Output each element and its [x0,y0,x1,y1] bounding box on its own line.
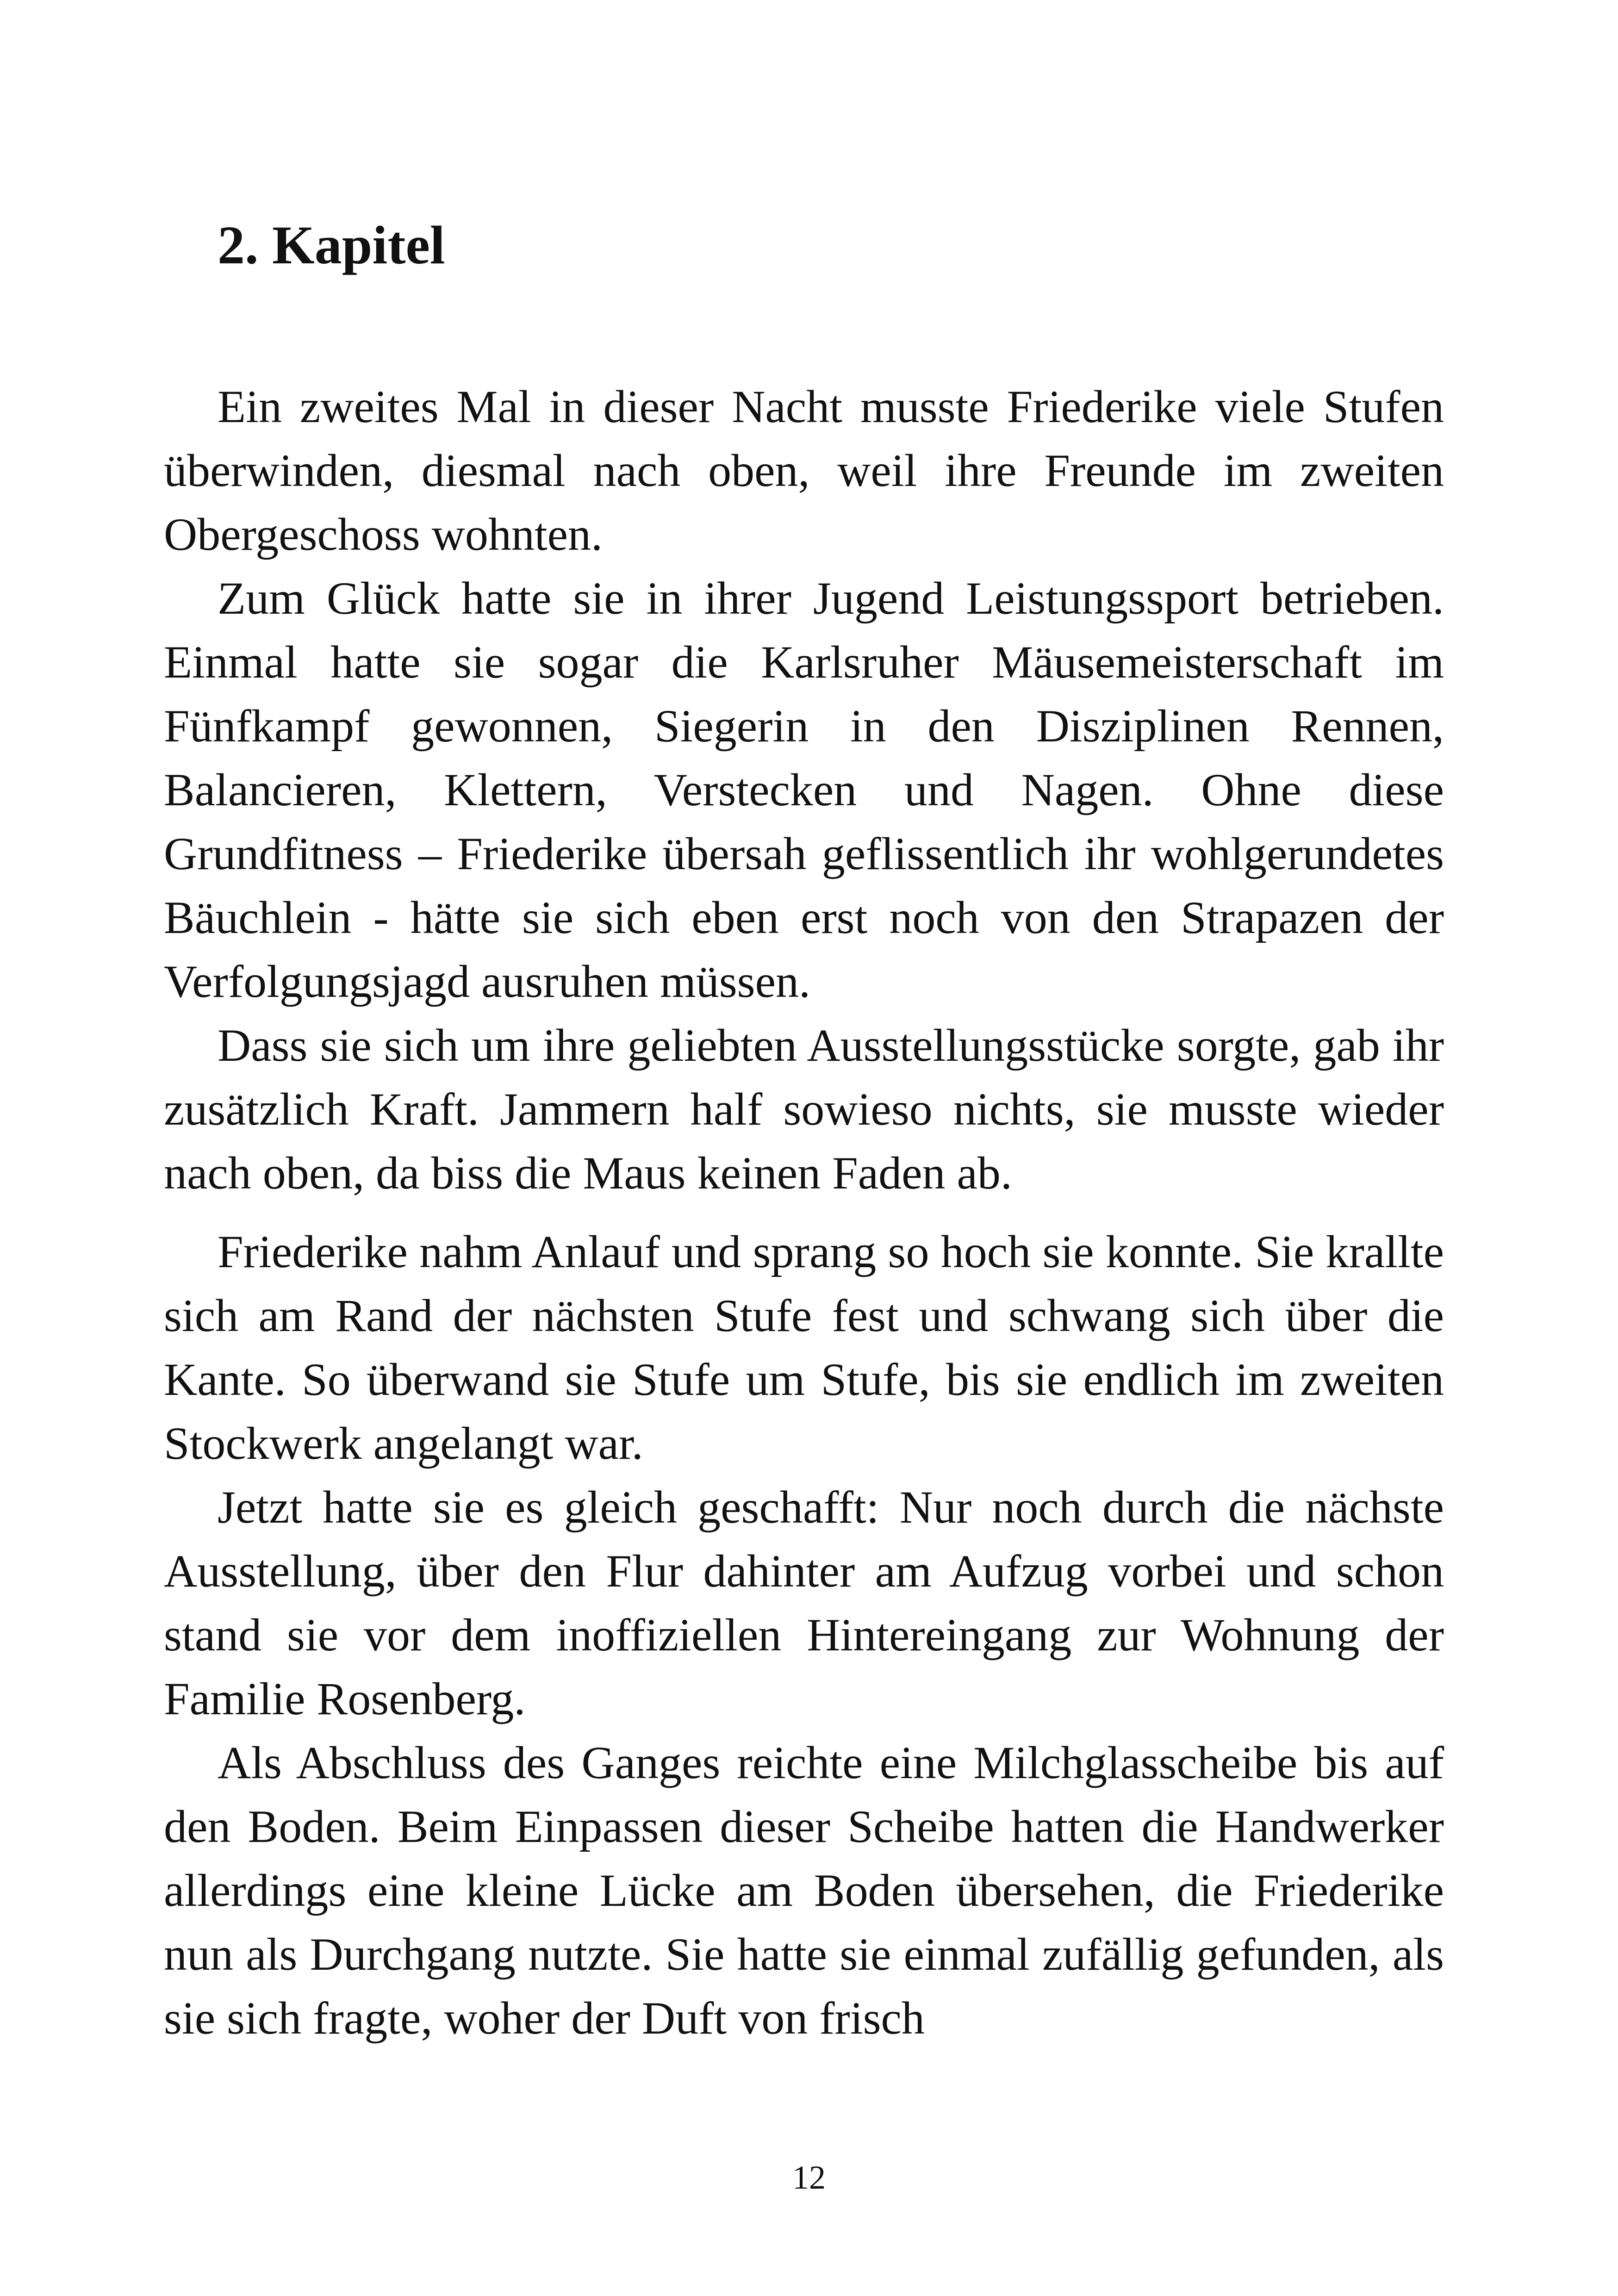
paragraph-6: Als Abschluss des Ganges reichte eine Milchglasscheibe bis auf den Boden. Beim Einpassen dieser Scheibe hatten die Handwerker allerdings eine kleine Lücke am Boden übersehen, die Friederike nun als Durchgang nutzte. Sie hatte sie einmal zufällig gefunden, als sie sich fragte, woher der Duft von frisch [164,1737,1444,2044]
chapter-title: 2. Kapitel [218,215,445,275]
paragraph-4: Friederike nahm Anlauf und sprang so hoch sie konnte. Sie krallte sich am Rand der nächsten Stufe fest und schwang sich über die Kante. So überwand sie Stufe um Stufe, bis sie endlich im zweiten Stockwerk angelangt war. [164,1226,1444,1469]
paragraph-2: Zum Glück hatte sie in ihrer Jugend Leistungssport betrieben. Einmal hatte sie sogar die Karlsruher Mäusemeisterschaft im Fünfkampf gewonnen, Siegerin in den Disziplinen Rennen, Balancieren, Klettern, Verstecken und Nagen. Ohne diese Grundfitness – Friederike übersah geflissentlich ihr wohlgerundetes Bäuchlein - hätte sie sich eben erst noch von den Strapazen der Verfolgungsjagd ausruhen müssen. [164,572,1444,1007]
page-number: 12 [792,2159,826,2196]
paragraph-5: Jetzt hatte sie es gleich geschafft: Nur noch durch die nächste Ausstellung, über den Flur dahinter am Aufzug vorbei und schon stand sie vor dem inoffiziellen Hintereingang zur Wohnung der Familie Rosenberg. [164,1481,1444,1724]
chapter-body [164,375,1444,2050]
paragraph-1: Ein zweites Mal in dieser Nacht musste Friederike viele Stufen überwinden, diesmal nach oben, weil ihre Freunde im zweiten Obergeschoss wohnten. [164,381,1444,560]
paragraph-3: Dass sie sich um ihre geliebten Ausstellungsstücke sorgte, gab ihr zusätzlich Kraft. Jammern half sowieso nichts, sie musste wieder nach oben, da biss die Maus keinen Faden ab. [164,1020,1444,1199]
